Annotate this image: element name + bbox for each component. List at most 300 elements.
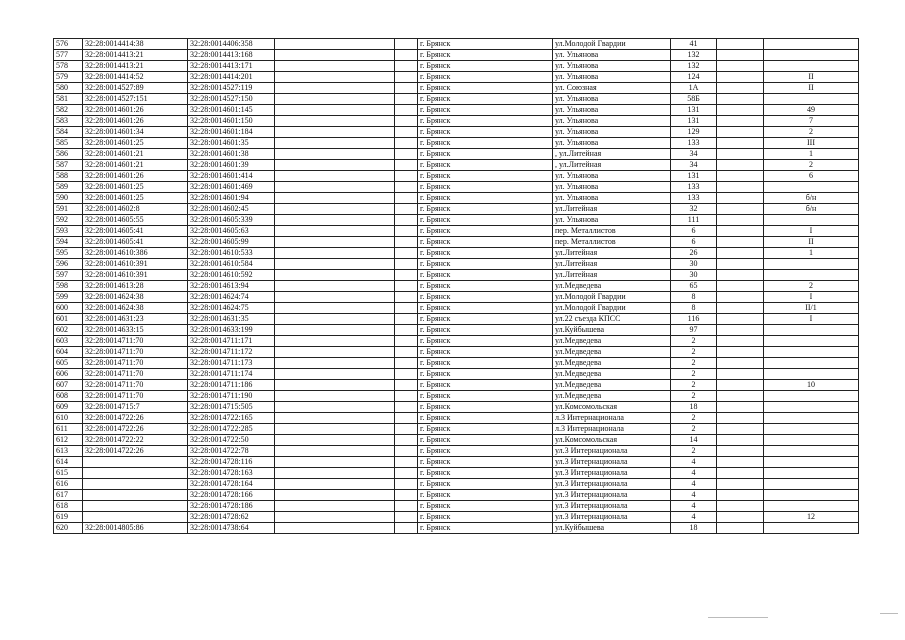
cadastral-building: 32:28:0014414:201 bbox=[188, 72, 275, 83]
street: ул.Молодой Гвардии bbox=[553, 303, 671, 314]
cadastral-parcel: 32:28:0014413:21 bbox=[83, 50, 188, 61]
premises-number bbox=[764, 523, 859, 534]
blank-cell bbox=[717, 391, 764, 402]
table-row bbox=[54, 105, 859, 116]
blank-cell bbox=[395, 149, 418, 160]
blank-cell bbox=[395, 116, 418, 127]
cadastral-building: 32:28:0014605:63 bbox=[188, 226, 275, 237]
blank-cell bbox=[395, 292, 418, 303]
street: ул. Ульянова bbox=[553, 127, 671, 138]
row-number: 612 bbox=[54, 435, 83, 446]
blank-cell bbox=[395, 402, 418, 413]
street: ул.Молодой Гвардии bbox=[553, 292, 671, 303]
table-row bbox=[54, 314, 859, 325]
blank-cell bbox=[395, 457, 418, 468]
table-row bbox=[54, 182, 859, 193]
blank-cell bbox=[717, 424, 764, 435]
city: г. Брянск bbox=[418, 204, 553, 215]
street: ул.Медведева bbox=[553, 391, 671, 402]
blank-cell bbox=[275, 501, 395, 512]
house-number: 2 bbox=[671, 369, 717, 380]
cadastral-building: 32:28:0014413:168 bbox=[188, 50, 275, 61]
cadastral-parcel bbox=[83, 501, 188, 512]
blank-cell bbox=[717, 149, 764, 160]
table-row bbox=[54, 72, 859, 83]
cadastral-parcel: 32:28:0014722:26 bbox=[83, 446, 188, 457]
row-number: 615 bbox=[54, 468, 83, 479]
premises-number bbox=[764, 446, 859, 457]
street: ул. Союзная bbox=[553, 83, 671, 94]
cadastral-parcel: 32:28:0014601:25 bbox=[83, 182, 188, 193]
house-number: 2 bbox=[671, 391, 717, 402]
cadastral-building: 32:28:0014722:50 bbox=[188, 435, 275, 446]
street: ул.Молодой Гвардии bbox=[553, 39, 671, 50]
house-number: 6 bbox=[671, 226, 717, 237]
city: г. Брянск bbox=[418, 369, 553, 380]
premises-number bbox=[764, 347, 859, 358]
city: г. Брянск bbox=[418, 138, 553, 149]
blank-cell bbox=[275, 270, 395, 281]
premises-number bbox=[764, 457, 859, 468]
row-number: 591 bbox=[54, 204, 83, 215]
cadastral-building: 32:28:0014601:145 bbox=[188, 105, 275, 116]
cadastral-parcel: 32:28:0014711:70 bbox=[83, 391, 188, 402]
blank-cell bbox=[275, 380, 395, 391]
house-number: 41 bbox=[671, 39, 717, 50]
blank-cell bbox=[395, 369, 418, 380]
cadastral-building: 32:28:0014601:39 bbox=[188, 160, 275, 171]
city: г. Брянск bbox=[418, 83, 553, 94]
street: ул.3 Интернационала bbox=[553, 468, 671, 479]
street: ул.3 Интернационала bbox=[553, 501, 671, 512]
table-row bbox=[54, 149, 859, 160]
blank-cell bbox=[275, 336, 395, 347]
blank-cell bbox=[717, 171, 764, 182]
cadastral-building: 32:28:0014631:35 bbox=[188, 314, 275, 325]
house-number: 18 bbox=[671, 402, 717, 413]
blank-cell bbox=[717, 61, 764, 72]
table-row bbox=[54, 358, 859, 369]
blank-cell bbox=[275, 138, 395, 149]
cadastral-building: 32:28:0014601:184 bbox=[188, 127, 275, 138]
cadastral-building: 32:28:0014601:150 bbox=[188, 116, 275, 127]
table-row bbox=[54, 501, 859, 512]
street: ул. Ульянова bbox=[553, 138, 671, 149]
row-number: 586 bbox=[54, 149, 83, 160]
blank-cell bbox=[717, 39, 764, 50]
cadastral-building: 32:28:0014605:99 bbox=[188, 237, 275, 248]
cadastral-building: 32:28:0014602:45 bbox=[188, 204, 275, 215]
table-row bbox=[54, 457, 859, 468]
cadastral-building: 32:28:0014624:74 bbox=[188, 292, 275, 303]
blank-cell bbox=[275, 215, 395, 226]
premises-number bbox=[764, 479, 859, 490]
cadastral-parcel: 32:28:0014527:151 bbox=[83, 94, 188, 105]
cadastral-parcel: 32:28:0014601:26 bbox=[83, 171, 188, 182]
cadastral-building: 32:28:0014610:533 bbox=[188, 248, 275, 259]
premises-number bbox=[764, 490, 859, 501]
premises-number: 6 bbox=[764, 171, 859, 182]
blank-cell bbox=[275, 347, 395, 358]
city: г. Брянск bbox=[418, 94, 553, 105]
blank-cell bbox=[395, 160, 418, 171]
row-number: 582 bbox=[54, 105, 83, 116]
premises-number bbox=[764, 39, 859, 50]
blank-cell bbox=[395, 39, 418, 50]
premises-number bbox=[764, 391, 859, 402]
city: г. Брянск bbox=[418, 468, 553, 479]
cadastral-parcel: 32:28:0014711:70 bbox=[83, 380, 188, 391]
blank-cell bbox=[275, 292, 395, 303]
cadastral-parcel: 32:28:0014711:70 bbox=[83, 347, 188, 358]
blank-cell bbox=[717, 435, 764, 446]
street: ул. Ульянова bbox=[553, 61, 671, 72]
city: г. Брянск bbox=[418, 380, 553, 391]
table-row bbox=[54, 325, 859, 336]
table-row bbox=[54, 83, 859, 94]
blank-cell bbox=[275, 182, 395, 193]
blank-cell bbox=[395, 281, 418, 292]
row-number: 616 bbox=[54, 479, 83, 490]
blank-cell bbox=[275, 39, 395, 50]
table-row bbox=[54, 160, 859, 171]
blank-cell bbox=[275, 512, 395, 523]
city: г. Брянск bbox=[418, 490, 553, 501]
house-number: 30 bbox=[671, 259, 717, 270]
blank-cell bbox=[717, 215, 764, 226]
house-number: 116 bbox=[671, 314, 717, 325]
blank-cell bbox=[717, 50, 764, 61]
cadastral-parcel: 32:28:0014633:15 bbox=[83, 325, 188, 336]
row-number: 610 bbox=[54, 413, 83, 424]
city: г. Брянск bbox=[418, 391, 553, 402]
cadastral-parcel: 32:28:0014722:22 bbox=[83, 435, 188, 446]
cadastral-building: 32:28:0014728:116 bbox=[188, 457, 275, 468]
city: г. Брянск bbox=[418, 193, 553, 204]
blank-cell bbox=[275, 446, 395, 457]
cadastral-parcel: 32:28:0014414:52 bbox=[83, 72, 188, 83]
blank-cell bbox=[395, 347, 418, 358]
blank-cell bbox=[717, 259, 764, 270]
blank-cell bbox=[275, 457, 395, 468]
blank-cell bbox=[717, 182, 764, 193]
cadastral-parcel: 32:28:0014722:26 bbox=[83, 424, 188, 435]
cadastral-parcel: 32:28:0014601:21 bbox=[83, 160, 188, 171]
street: ул.Литейная bbox=[553, 259, 671, 270]
premises-number bbox=[764, 424, 859, 435]
city: г. Брянск bbox=[418, 270, 553, 281]
premises-number: II bbox=[764, 237, 859, 248]
blank-cell bbox=[395, 72, 418, 83]
cadastral-building: 32:28:0014406:358 bbox=[188, 39, 275, 50]
blank-cell bbox=[395, 435, 418, 446]
city: г. Брянск bbox=[418, 215, 553, 226]
blank-cell bbox=[717, 83, 764, 94]
city: г. Брянск bbox=[418, 237, 553, 248]
cadastral-building: 32:28:0014610:592 bbox=[188, 270, 275, 281]
cadastral-building: 32:28:0014610:584 bbox=[188, 259, 275, 270]
house-number: 2 bbox=[671, 336, 717, 347]
street: ул.Куйбышева bbox=[553, 523, 671, 534]
blank-cell bbox=[717, 226, 764, 237]
premises-number bbox=[764, 94, 859, 105]
street: ул.Литейная bbox=[553, 270, 671, 281]
blank-cell bbox=[717, 402, 764, 413]
city: г. Брянск bbox=[418, 424, 553, 435]
table-row bbox=[54, 468, 859, 479]
table-row bbox=[54, 413, 859, 424]
table-row bbox=[54, 336, 859, 347]
cadastral-building: 32:28:0014613:94 bbox=[188, 281, 275, 292]
table-row bbox=[54, 281, 859, 292]
table-row bbox=[54, 215, 859, 226]
premises-number: III bbox=[764, 138, 859, 149]
blank-cell bbox=[275, 402, 395, 413]
premises-number bbox=[764, 358, 859, 369]
blank-cell bbox=[395, 523, 418, 534]
premises-number: II/1 bbox=[764, 303, 859, 314]
blank-cell bbox=[395, 391, 418, 402]
row-number: 578 bbox=[54, 61, 83, 72]
blank-cell bbox=[717, 468, 764, 479]
cadastral-parcel: 32:28:0014711:70 bbox=[83, 336, 188, 347]
row-number: 581 bbox=[54, 94, 83, 105]
house-number: 58Б bbox=[671, 94, 717, 105]
premises-number: 1 bbox=[764, 248, 859, 259]
table-row bbox=[54, 292, 859, 303]
house-number: 131 bbox=[671, 171, 717, 182]
house-number: 111 bbox=[671, 215, 717, 226]
blank-cell bbox=[275, 116, 395, 127]
table-row bbox=[54, 248, 859, 259]
row-number: 592 bbox=[54, 215, 83, 226]
row-number: 620 bbox=[54, 523, 83, 534]
blank-cell bbox=[717, 523, 764, 534]
house-number: 131 bbox=[671, 116, 717, 127]
cadastral-parcel bbox=[83, 457, 188, 468]
row-number: 598 bbox=[54, 281, 83, 292]
blank-cell bbox=[395, 204, 418, 215]
cadastral-building: 32:28:0014527:150 bbox=[188, 94, 275, 105]
street: ул.Медведева bbox=[553, 281, 671, 292]
row-number: 602 bbox=[54, 325, 83, 336]
city: г. Брянск bbox=[418, 325, 553, 336]
premises-number: 1 bbox=[764, 149, 859, 160]
house-number: 133 bbox=[671, 138, 717, 149]
cadastral-building: 32:28:0014728:164 bbox=[188, 479, 275, 490]
cadastral-building: 32:28:0014722:285 bbox=[188, 424, 275, 435]
blank-cell bbox=[717, 457, 764, 468]
cadastral-parcel: 32:28:0014414:38 bbox=[83, 39, 188, 50]
table-row bbox=[54, 171, 859, 182]
cadastral-building: 32:28:0014633:199 bbox=[188, 325, 275, 336]
table-body bbox=[54, 39, 859, 534]
blank-cell bbox=[717, 248, 764, 259]
house-number: 8 bbox=[671, 292, 717, 303]
blank-cell bbox=[275, 171, 395, 182]
blank-cell bbox=[395, 50, 418, 61]
cadastral-building: 32:28:0014711:172 bbox=[188, 347, 275, 358]
row-number: 576 bbox=[54, 39, 83, 50]
cadastral-building: 32:28:0014728:62 bbox=[188, 512, 275, 523]
table-row bbox=[54, 237, 859, 248]
street: ул.Медведева bbox=[553, 369, 671, 380]
blank-cell bbox=[275, 94, 395, 105]
premises-number bbox=[764, 259, 859, 270]
blank-cell bbox=[275, 424, 395, 435]
blank-cell bbox=[275, 193, 395, 204]
house-number: 2 bbox=[671, 380, 717, 391]
blank-cell bbox=[395, 446, 418, 457]
cadastral-building: 32:28:0014413:171 bbox=[188, 61, 275, 72]
blank-cell bbox=[275, 149, 395, 160]
blank-cell bbox=[395, 61, 418, 72]
blank-cell bbox=[275, 523, 395, 534]
premises-number bbox=[764, 402, 859, 413]
street: ул.3 Интернационала bbox=[553, 479, 671, 490]
scan-artifact bbox=[880, 613, 898, 614]
blank-cell bbox=[395, 270, 418, 281]
blank-cell bbox=[395, 248, 418, 259]
city: г. Брянск bbox=[418, 512, 553, 523]
blank-cell bbox=[395, 193, 418, 204]
cadastral-parcel: 32:28:0014527:89 bbox=[83, 83, 188, 94]
blank-cell bbox=[717, 413, 764, 424]
premises-number: 12 bbox=[764, 512, 859, 523]
cadastral-building: 32:28:0014711:174 bbox=[188, 369, 275, 380]
city: г. Брянск bbox=[418, 105, 553, 116]
table-row bbox=[54, 369, 859, 380]
blank-cell bbox=[395, 94, 418, 105]
street: ул.Медведева bbox=[553, 380, 671, 391]
premises-number: 2 bbox=[764, 160, 859, 171]
blank-cell bbox=[275, 204, 395, 215]
cadastral-parcel bbox=[83, 490, 188, 501]
street: ул.Литейная bbox=[553, 248, 671, 259]
blank-cell bbox=[717, 270, 764, 281]
row-number: 617 bbox=[54, 490, 83, 501]
row-number: 587 bbox=[54, 160, 83, 171]
city: г. Брянск bbox=[418, 171, 553, 182]
row-number: 589 bbox=[54, 182, 83, 193]
blank-cell bbox=[717, 94, 764, 105]
cadastral-parcel: 32:28:0014624:38 bbox=[83, 292, 188, 303]
blank-cell bbox=[395, 501, 418, 512]
cadastral-building: 32:28:0014711:171 bbox=[188, 336, 275, 347]
blank-cell bbox=[717, 237, 764, 248]
table-row bbox=[54, 116, 859, 127]
cadastral-parcel: 32:28:0014601:25 bbox=[83, 138, 188, 149]
house-number: 6 bbox=[671, 237, 717, 248]
cadastral-parcel: 32:28:0014610:391 bbox=[83, 270, 188, 281]
row-number: 609 bbox=[54, 402, 83, 413]
cadastral-building: 32:28:0014711:186 bbox=[188, 380, 275, 391]
premises-number bbox=[764, 50, 859, 61]
street: ул. Ульянова bbox=[553, 50, 671, 61]
table-row bbox=[54, 303, 859, 314]
street: ул.3 Интернационала bbox=[553, 490, 671, 501]
table-row bbox=[54, 490, 859, 501]
street: ул. Ульянова bbox=[553, 182, 671, 193]
city: г. Брянск bbox=[418, 435, 553, 446]
blank-cell bbox=[717, 105, 764, 116]
house-number: 133 bbox=[671, 182, 717, 193]
cadastral-parcel: 32:28:0014624:38 bbox=[83, 303, 188, 314]
table-row bbox=[54, 138, 859, 149]
cadastral-building: 32:28:0014711:190 bbox=[188, 391, 275, 402]
cadastral-parcel bbox=[83, 479, 188, 490]
house-number: 132 bbox=[671, 50, 717, 61]
cadastral-parcel bbox=[83, 468, 188, 479]
blank-cell bbox=[395, 259, 418, 270]
blank-cell bbox=[717, 314, 764, 325]
row-number: 608 bbox=[54, 391, 83, 402]
street: л.3 Интернационала bbox=[553, 413, 671, 424]
row-number: 603 bbox=[54, 336, 83, 347]
row-number: 580 bbox=[54, 83, 83, 94]
table-row bbox=[54, 94, 859, 105]
blank-cell bbox=[275, 237, 395, 248]
house-number: 132 bbox=[671, 61, 717, 72]
row-number: 595 bbox=[54, 248, 83, 259]
blank-cell bbox=[275, 281, 395, 292]
house-number: 2 bbox=[671, 358, 717, 369]
blank-cell bbox=[717, 193, 764, 204]
cadastral-parcel: 32:28:0014722:26 bbox=[83, 413, 188, 424]
street: ул.Комсомольская bbox=[553, 435, 671, 446]
cadastral-parcel: 32:28:0014601:34 bbox=[83, 127, 188, 138]
city: г. Брянск bbox=[418, 402, 553, 413]
blank-cell bbox=[395, 138, 418, 149]
blank-cell bbox=[275, 303, 395, 314]
premises-number bbox=[764, 270, 859, 281]
city: г. Брянск bbox=[418, 292, 553, 303]
house-number: 2 bbox=[671, 446, 717, 457]
premises-number bbox=[764, 435, 859, 446]
row-number: 599 bbox=[54, 292, 83, 303]
cadastral-parcel: 32:28:0014605:41 bbox=[83, 237, 188, 248]
blank-cell bbox=[275, 259, 395, 270]
blank-cell bbox=[395, 468, 418, 479]
street: пер. Металлистов bbox=[553, 237, 671, 248]
blank-cell bbox=[395, 325, 418, 336]
street: , ул.Литейная bbox=[553, 160, 671, 171]
house-number: 4 bbox=[671, 457, 717, 468]
row-number: 601 bbox=[54, 314, 83, 325]
table-row bbox=[54, 193, 859, 204]
blank-cell bbox=[275, 160, 395, 171]
house-number: 2 bbox=[671, 424, 717, 435]
row-number: 605 bbox=[54, 358, 83, 369]
row-number: 594 bbox=[54, 237, 83, 248]
row-number: 584 bbox=[54, 127, 83, 138]
blank-cell bbox=[275, 369, 395, 380]
house-number: 4 bbox=[671, 501, 717, 512]
blank-cell bbox=[395, 83, 418, 94]
premises-number bbox=[764, 413, 859, 424]
city: г. Брянск bbox=[418, 61, 553, 72]
blank-cell bbox=[395, 303, 418, 314]
table-row bbox=[54, 435, 859, 446]
city: г. Брянск bbox=[418, 457, 553, 468]
street: ул.Комсомольская bbox=[553, 402, 671, 413]
house-number: 97 bbox=[671, 325, 717, 336]
cadastral-building: 32:28:0014728:166 bbox=[188, 490, 275, 501]
blank-cell bbox=[717, 116, 764, 127]
street: ул. Ульянова bbox=[553, 105, 671, 116]
table-row bbox=[54, 50, 859, 61]
blank-cell bbox=[275, 314, 395, 325]
